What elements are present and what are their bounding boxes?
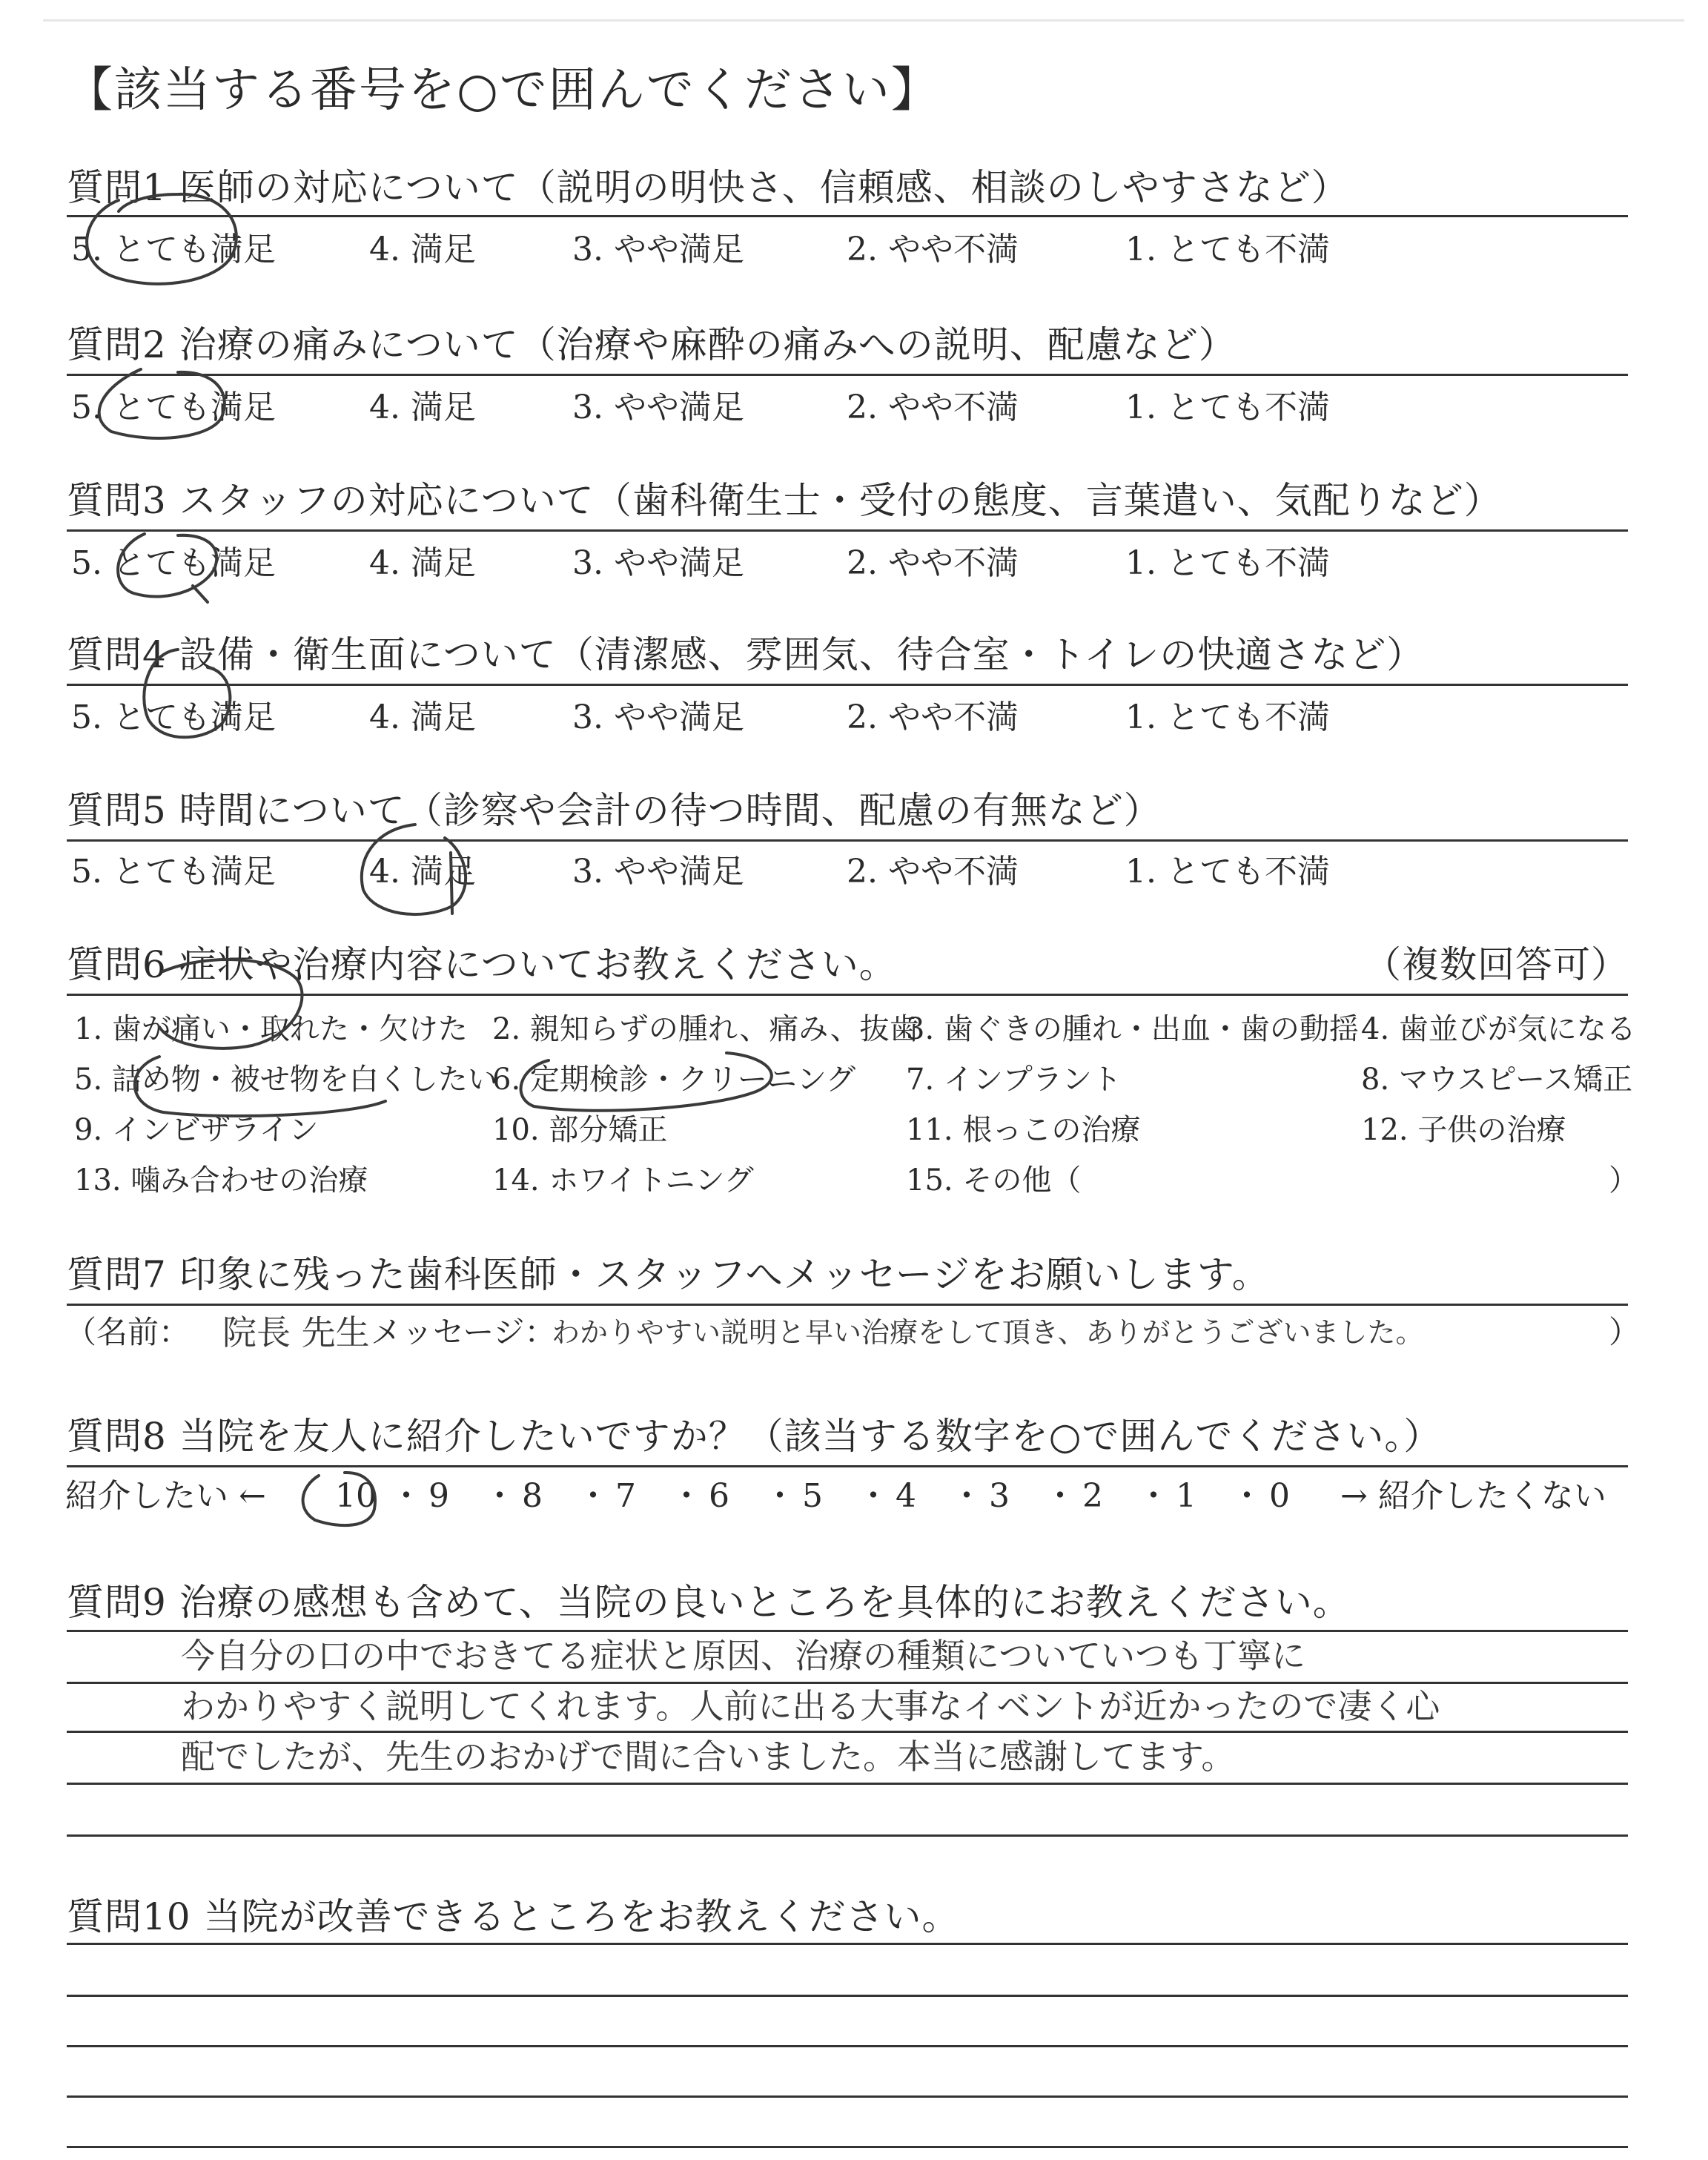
q8-scale-separator: ・ (1231, 1477, 1263, 1515)
q2-option-1[interactable]: 1. とても不満 (1125, 389, 1330, 426)
q9-answer-line-2[interactable]: わかりやすく説明してくれます。人前に出る大事なイベントが近かったので凄く心 (181, 1686, 1440, 1726)
q5-option-1[interactable]: 1. とても不満 (1125, 853, 1330, 891)
q9-answer-line-1[interactable]: 今自分の口の中でおきてる症状と原因、治療の種類についていつも丁寧に (181, 1636, 1306, 1676)
q8-scale-separator: ・ (1137, 1477, 1170, 1515)
q2-option-4[interactable]: 4. 満足 (369, 389, 476, 426)
q5-option-5[interactable]: 5. とても満足 (71, 853, 276, 891)
q6-selected-circle-1 (159, 960, 302, 1048)
q6-selected-circle-3 (135, 1057, 385, 1116)
q8-scale-separator: ・ (577, 1477, 609, 1515)
q5-selected-circle (362, 825, 466, 914)
q7-heading: 質問7 印象に残った歯科医師・スタッフへメッセージをお願いします。 (67, 1253, 1270, 1296)
q6-other-close: ） (1609, 1163, 1638, 1198)
q8-scale-separator: ・ (764, 1477, 796, 1515)
q6-option-8[interactable]: 8. マウスピース矯正 (1361, 1063, 1633, 1097)
form-title: 【該当する番号を○で囲んでください】 (65, 63, 940, 118)
q6-option-14[interactable]: 14. ホワイトニング (492, 1163, 754, 1198)
q1-selected-circle (87, 194, 236, 284)
q1-option-1[interactable]: 1. とても不満 (1125, 231, 1330, 268)
q9-heading: 質問9 治療の感想も含めて、当院の良いところを具体的にお教えください。 (67, 1581, 1351, 1624)
q4-option-3[interactable]: 3. やや満足 (572, 698, 744, 736)
q8-scale-option-8[interactable]: 8 (522, 1477, 543, 1515)
q7-name-value[interactable]: 院長 先生 (222, 1312, 370, 1353)
q3-option-1[interactable]: 1. とても不満 (1125, 544, 1330, 582)
q8-scale-option-0[interactable]: 0 (1269, 1477, 1290, 1515)
q3-option-5[interactable]: 5. とても満足 (71, 544, 276, 582)
q2-option-5[interactable]: 5. とても満足 (71, 389, 276, 426)
q2-option-2[interactable]: 2. やや不満 (847, 389, 1019, 426)
q8-right-label: → 紹介したくない (1340, 1477, 1606, 1515)
q3-option-3[interactable]: 3. やや満足 (572, 544, 744, 582)
q1-heading: 質問1 医師の対応について（説明の明快さ、信頼感、相談のしやすさなど） (67, 166, 1349, 209)
q6-option-1[interactable]: 1. 歯が痛い・取れた・欠けた (74, 1012, 468, 1046)
q10-heading: 質問10 当院が改善できるところをお教えください。 (67, 1895, 960, 1938)
q1-option-5[interactable]: 5. とても満足 (71, 231, 276, 268)
q6-option-7[interactable]: 7. インプラント (906, 1063, 1122, 1097)
q6-option-10[interactable]: 10. 部分矯正 (492, 1113, 668, 1147)
q2-selected-circle (99, 369, 225, 438)
q8-scale-option-9[interactable]: 9 (428, 1477, 449, 1515)
q1-option-2[interactable]: 2. やや不満 (847, 231, 1019, 268)
q8-scale-separator: ・ (950, 1477, 983, 1515)
q8-heading: 質問8 当院を友人に紹介したいですか？（該当する数字を○で囲んでください。） (67, 1415, 1442, 1458)
q8-left-label: 紹介したい ← (65, 1477, 266, 1515)
q8-scale-option-5[interactable]: 5 (802, 1477, 823, 1515)
q6-option-11[interactable]: 11. 根っこの治療 (906, 1113, 1141, 1147)
q5-option-4[interactable]: 4. 満足 (369, 853, 476, 891)
q1-option-4[interactable]: 4. 満足 (369, 231, 476, 268)
q1-option-3[interactable]: 3. やや満足 (572, 231, 744, 268)
q7-close: ） (1609, 1314, 1641, 1350)
q6-option-12[interactable]: 12. 子供の治療 (1361, 1113, 1566, 1147)
q3-option-4[interactable]: 4. 満足 (369, 544, 476, 582)
q7-message-value[interactable]: わかりやすい説明と早い治療をして頂き、ありがとうございました。 (552, 1316, 1424, 1349)
q6-selected-circle-2 (521, 1053, 772, 1111)
q4-heading: 質問4 設備・衛生面について（清潔感、雰囲気、待合室・トイレの快適さなど） (67, 633, 1425, 676)
q8-scale-option-4[interactable]: 4 (896, 1477, 916, 1515)
q8-scale-separator: ・ (483, 1477, 516, 1515)
q2-heading: 質問2 治療の痛みについて（治療や麻酔の痛みへの説明、配慮など） (67, 323, 1237, 366)
q5-heading: 質問5 時間について（診察や会計の待つ時間、配慮の有無など） (67, 789, 1162, 832)
q4-option-5[interactable]: 5. とても満足 (71, 698, 276, 736)
q6-heading: 質問6 症状や治療内容についてお教えください。 (67, 943, 897, 986)
q3-option-2[interactable]: 2. やや不満 (847, 544, 1019, 582)
q6-option-13[interactable]: 13. 噛み合わせの治療 (74, 1163, 368, 1198)
q8-scale-option-6[interactable]: 6 (709, 1477, 729, 1515)
q3-selected-circle (118, 534, 216, 602)
q4-option-4[interactable]: 4. 満足 (369, 698, 476, 736)
q7-message-label: メッセージ： (371, 1314, 556, 1350)
q6-option-6[interactable]: 6. 定期検診・クリーニング (492, 1063, 856, 1097)
q8-scale-separator: ・ (857, 1477, 890, 1515)
q3-heading: 質問3 スタッフの対応について（歯科衛生士・受付の態度、言葉遣い、気配りなど） (67, 479, 1502, 522)
q5-option-2[interactable]: 2. やや不満 (847, 853, 1019, 891)
q8-scale-option-7[interactable]: 7 (615, 1477, 636, 1515)
q6-option-2[interactable]: 2. 親知らずの腫れ、痛み、抜歯 (492, 1012, 919, 1046)
q4-selected-circle (144, 650, 230, 737)
q7-name-label: （名前： (65, 1314, 191, 1350)
q2-option-3[interactable]: 3. やや満足 (572, 389, 744, 426)
q8-scale-separator: ・ (1044, 1477, 1076, 1515)
q6-option-4[interactable]: 4. 歯並びが気になる (1361, 1012, 1636, 1046)
q8-selected-circle (303, 1473, 375, 1525)
q8-scale-option-10[interactable]: 10 (335, 1477, 377, 1515)
q6-option-3[interactable]: 3. 歯ぐきの腫れ・出血・歯の動揺 (906, 1012, 1359, 1046)
q9-answer-line-3[interactable]: 配でしたが、先生のおかげで間に合いました。本当に感謝してます。 (181, 1737, 1236, 1777)
q8-scale-separator: ・ (390, 1477, 423, 1515)
q6-option-5[interactable]: 5. 詰め物・被せ物を白くしたい (74, 1063, 497, 1097)
q6-note: （複数回答可） (1364, 943, 1629, 986)
q8-scale-option-1[interactable]: 1 (1176, 1477, 1196, 1515)
q8-scale-option-3[interactable]: 3 (989, 1477, 1010, 1515)
q4-option-1[interactable]: 1. とても不満 (1125, 698, 1330, 736)
q6-option-9[interactable]: 9. インビザライン (74, 1113, 319, 1147)
q8-scale-separator: ・ (670, 1477, 703, 1515)
q5-option-3[interactable]: 3. やや満足 (572, 853, 744, 891)
q6-option-15[interactable]: 15. その他（ (906, 1163, 1082, 1198)
q8-scale-option-2[interactable]: 2 (1082, 1477, 1103, 1515)
q4-option-2[interactable]: 2. やや不満 (847, 698, 1019, 736)
